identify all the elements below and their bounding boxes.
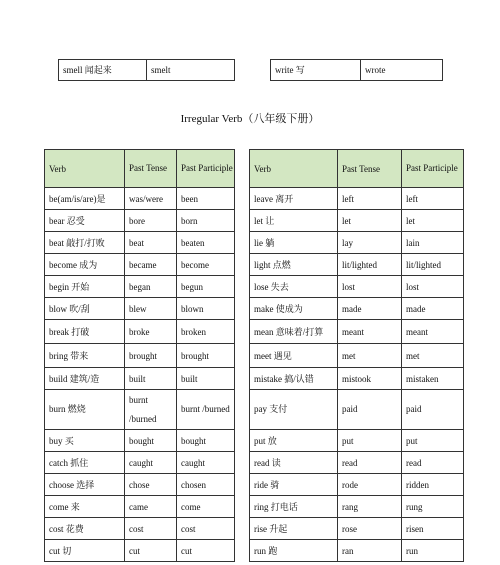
verb-cell: lose 失去 bbox=[250, 276, 338, 298]
past-tense-cell: bought bbox=[125, 430, 177, 452]
table-row bbox=[45, 518, 235, 540]
past-participle-cell: paid bbox=[402, 390, 464, 430]
past-participle-cell: left bbox=[402, 188, 464, 210]
table-row bbox=[250, 518, 464, 540]
verb-cell: read 读 bbox=[250, 452, 338, 474]
table-row bbox=[250, 210, 464, 232]
verb-cell: rise 升起 bbox=[250, 518, 338, 540]
past-tense-cell: read bbox=[338, 452, 402, 474]
past-participle-cell: cost bbox=[177, 518, 235, 540]
past-tense-cell: lay bbox=[338, 232, 402, 254]
table-row bbox=[45, 474, 235, 496]
header-past-participle: Past Participle bbox=[402, 150, 464, 188]
table-row bbox=[250, 496, 464, 518]
verb-cell: build 建筑/造 bbox=[45, 368, 125, 390]
past-tense-cell: rang bbox=[338, 496, 402, 518]
verb-cell: put 放 bbox=[250, 430, 338, 452]
verb-cell: ride 骑 bbox=[250, 474, 338, 496]
table-row bbox=[250, 298, 464, 320]
header-verb: Verb bbox=[250, 150, 338, 188]
past-participle-cell: come bbox=[177, 496, 235, 518]
table-row bbox=[250, 344, 464, 368]
past-participle-cell: run bbox=[402, 540, 464, 562]
past-tense-cell: cut bbox=[125, 540, 177, 562]
verb-cell: bear 忍受 bbox=[45, 210, 125, 232]
verb-cell: come 来 bbox=[45, 496, 125, 518]
past-tense-cell: was/were bbox=[125, 188, 177, 210]
verb-cell: blow 吹/刮 bbox=[45, 298, 125, 320]
past-tense-cell: lit/lighted bbox=[338, 254, 402, 276]
past-tense-cell: broke bbox=[125, 320, 177, 344]
past-tense-cell: cost bbox=[125, 518, 177, 540]
page-title: Irregular Verb（八年级下册） bbox=[180, 113, 320, 125]
past-tense-cell: came bbox=[125, 496, 177, 518]
past-tense-cell: ran bbox=[338, 540, 402, 562]
header-past-tense: Past Tense bbox=[125, 150, 177, 188]
table-row bbox=[45, 276, 235, 298]
verb-cell: begin 开始 bbox=[45, 276, 125, 298]
table-row bbox=[250, 390, 464, 430]
table-row bbox=[250, 276, 464, 298]
past-participle-cell: become bbox=[177, 254, 235, 276]
past-tense-cell: wrote bbox=[361, 60, 443, 81]
past-participle-cell: put bbox=[402, 430, 464, 452]
past-participle-cell: blown bbox=[177, 298, 235, 320]
verb-cell: leave 离开 bbox=[250, 188, 338, 210]
table-row bbox=[271, 60, 443, 81]
past-participle-cell: lain bbox=[402, 232, 464, 254]
table-row bbox=[45, 496, 235, 518]
verb-cell: let 让 bbox=[250, 210, 338, 232]
past-participle-cell: begun bbox=[177, 276, 235, 298]
header-row bbox=[250, 150, 464, 188]
table-row bbox=[250, 320, 464, 344]
table-row bbox=[250, 430, 464, 452]
table-row bbox=[45, 210, 235, 232]
past-participle-cell: rung bbox=[402, 496, 464, 518]
verb-cell: be(am/is/are)是 bbox=[45, 188, 125, 210]
header-row bbox=[45, 150, 235, 188]
left-verb-table bbox=[44, 149, 235, 562]
past-tense-cell: beat bbox=[125, 232, 177, 254]
table-row bbox=[45, 320, 235, 344]
past-participle-cell: beaten bbox=[177, 232, 235, 254]
verb-cell: mean 意味着/打算 bbox=[250, 320, 338, 344]
verb-cell: meet 遇见 bbox=[250, 344, 338, 368]
past-participle-cell: brought bbox=[177, 344, 235, 368]
past-participle-cell: lit/lighted bbox=[402, 254, 464, 276]
verb-cell: beat 敲打/打败 bbox=[45, 232, 125, 254]
table-row bbox=[59, 60, 235, 81]
past-tense-cell: made bbox=[338, 298, 402, 320]
table-row bbox=[45, 390, 235, 430]
past-tense-cell: meant bbox=[338, 320, 402, 344]
past-participle-cell: met bbox=[402, 344, 464, 368]
table-row bbox=[45, 254, 235, 276]
table-row bbox=[45, 188, 235, 210]
verb-cell: pay 支付 bbox=[250, 390, 338, 430]
past-tense-cell: smelt bbox=[147, 60, 235, 81]
verb-cell: catch 抓住 bbox=[45, 452, 125, 474]
verb-cell: buy 买 bbox=[45, 430, 125, 452]
header-verb: Verb bbox=[45, 150, 125, 188]
table-row bbox=[250, 254, 464, 276]
past-tense-cell: built bbox=[125, 368, 177, 390]
past-tense-cell: rode bbox=[338, 474, 402, 496]
past-tense-cell: paid bbox=[338, 390, 402, 430]
top-right-table bbox=[270, 59, 443, 81]
past-participle-cell: meant bbox=[402, 320, 464, 344]
past-participle-cell: mistaken bbox=[402, 368, 464, 390]
past-tense-cell: burnt /burned bbox=[125, 390, 177, 430]
verb-cell: make 使成为 bbox=[250, 298, 338, 320]
verb-cell: burn 燃烧 bbox=[45, 390, 125, 430]
past-tense-cell: put bbox=[338, 430, 402, 452]
past-participle-cell: risen bbox=[402, 518, 464, 540]
verb-cell: mistake 搞/认错 bbox=[250, 368, 338, 390]
past-tense-cell: met bbox=[338, 344, 402, 368]
left-table-body bbox=[45, 188, 235, 562]
past-tense-cell: began bbox=[125, 276, 177, 298]
top-left-table bbox=[58, 59, 235, 81]
table-row bbox=[45, 232, 235, 254]
table-row bbox=[250, 188, 464, 210]
past-tense-cell: left bbox=[338, 188, 402, 210]
past-participle-cell: let bbox=[402, 210, 464, 232]
table-row bbox=[250, 452, 464, 474]
past-tense-cell: rose bbox=[338, 518, 402, 540]
table-row bbox=[45, 430, 235, 452]
past-tense-cell: mistook bbox=[338, 368, 402, 390]
verb-cell: break 打破 bbox=[45, 320, 125, 344]
past-participle-cell: chosen bbox=[177, 474, 235, 496]
verb-cell: cut 切 bbox=[45, 540, 125, 562]
verb-cell: become 成为 bbox=[45, 254, 125, 276]
past-tense-cell: let bbox=[338, 210, 402, 232]
past-tense-cell: blew bbox=[125, 298, 177, 320]
past-participle-cell: been bbox=[177, 188, 235, 210]
past-tense-cell: became bbox=[125, 254, 177, 276]
past-tense-cell: chose bbox=[125, 474, 177, 496]
verb-cell: lie 躺 bbox=[250, 232, 338, 254]
past-tense-cell: lost bbox=[338, 276, 402, 298]
past-tense-cell: brought bbox=[125, 344, 177, 368]
table-row bbox=[45, 540, 235, 562]
past-participle-cell: bought bbox=[177, 430, 235, 452]
right-verb-table bbox=[249, 149, 464, 562]
table-row bbox=[45, 452, 235, 474]
header-past-participle: Past Participle bbox=[177, 150, 235, 188]
table-row bbox=[250, 540, 464, 562]
table-row bbox=[250, 232, 464, 254]
table-row bbox=[45, 344, 235, 368]
past-participle-cell: read bbox=[402, 452, 464, 474]
header-past-tense: Past Tense bbox=[338, 150, 402, 188]
verb-cell: smell 闻起来 bbox=[59, 60, 147, 81]
past-participle-cell: ridden bbox=[402, 474, 464, 496]
right-table-body bbox=[250, 188, 464, 562]
past-participle-cell: burnt /burned bbox=[177, 390, 235, 430]
table-row bbox=[250, 368, 464, 390]
past-tense-cell: caught bbox=[125, 452, 177, 474]
past-participle-cell: caught bbox=[177, 452, 235, 474]
past-participle-cell: lost bbox=[402, 276, 464, 298]
table-row bbox=[45, 298, 235, 320]
past-participle-cell: born bbox=[177, 210, 235, 232]
verb-cell: cost 花费 bbox=[45, 518, 125, 540]
verb-cell: write 写 bbox=[271, 60, 361, 81]
verb-cell: choose 选择 bbox=[45, 474, 125, 496]
past-participle-cell: broken bbox=[177, 320, 235, 344]
table-row bbox=[45, 368, 235, 390]
verb-cell: light 点燃 bbox=[250, 254, 338, 276]
verb-cell: ring 打电话 bbox=[250, 496, 338, 518]
past-tense-cell: bore bbox=[125, 210, 177, 232]
table-row bbox=[250, 474, 464, 496]
past-participle-cell: cut bbox=[177, 540, 235, 562]
past-participle-cell: made bbox=[402, 298, 464, 320]
verb-cell: run 跑 bbox=[250, 540, 338, 562]
verb-cell: bring 带来 bbox=[45, 344, 125, 368]
past-participle-cell: built bbox=[177, 368, 235, 390]
